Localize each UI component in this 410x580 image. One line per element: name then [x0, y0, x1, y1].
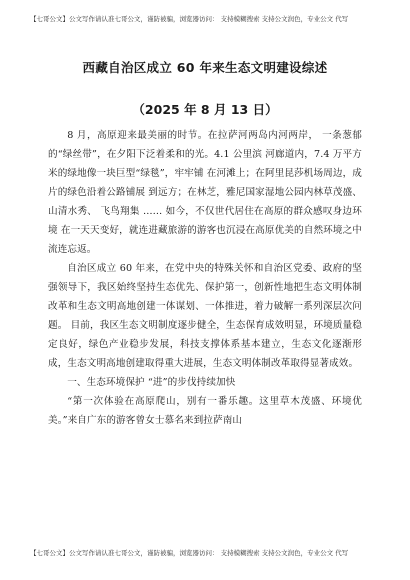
document-date: （2025 年 8 月 13 日） [132, 102, 278, 117]
section-heading-1: 一、生态环境保护 “进”的步伐持续加快 [67, 377, 236, 388]
paragraph-3: “第一次体验在高原爬山，别有一番乐趣。这里草木茂盛、环境优美。”来自广东的游客曾女士慕名来到拉萨南山 [48, 396, 362, 426]
document-body [48, 126, 362, 430]
document-title: 西藏自治区成立 60 年来生态文明建设综述 [82, 60, 328, 75]
watermark-header: 【七哥公文】公文写作请认准七哥公文，谨防被骗，浏览器访问： 支持模糊搜索 支持公文润色，专业公文 代写 [30, 15, 349, 23]
paragraph-1: 8 月，高原迎来最美丽的时节。在拉萨河两岛内河两岸， 一条葱郁的“绿丝带”，在夕阳下泛着柔和的光。4.1 公里滨 河廊道内，7.4 万平方米的绿地像一块巨型“绿毯”，牢牢铺 在河滩上；在阿里昆莎机场周边，成片的绿色沿着公路铺展 到远方；在林芝，雅尼国家湿地公园内林草茂盛、山清水秀、 飞鸟翔集 …… 如今，不仅世代居住在高原的群众感叹身边环境 在一天天变好，就连进藏旅游的游客也沉浸在高原优美的自然环境之中流连忘返。 [48, 130, 362, 255]
watermark-footer: 【七哥公文】公文写作请认准七哥公文，谨防被骗，浏览器访问： 支持模糊搜索 支持公文润色，专业公文 代写 [30, 549, 349, 557]
paragraph-2: 自治区成立 60 年来，在党中央的特殊关怀和自治区党委、政府的坚强领导下，我区始终坚持生态优先、保护第一，创新性地把生态文明体制改革和生态文明高地创建一体谋划、一体推进，着力破解一系列深层次问题。 目前，我区生态文明制度逐步健全，生态保育成效明显，环境质量稳定良好，绿色产业稳步发展，科技支撑体系基本建立，生态文化逐渐形成，生态文明高地创建取得重大进展，生态文明体制改革取得显著成效。 [48, 263, 362, 369]
